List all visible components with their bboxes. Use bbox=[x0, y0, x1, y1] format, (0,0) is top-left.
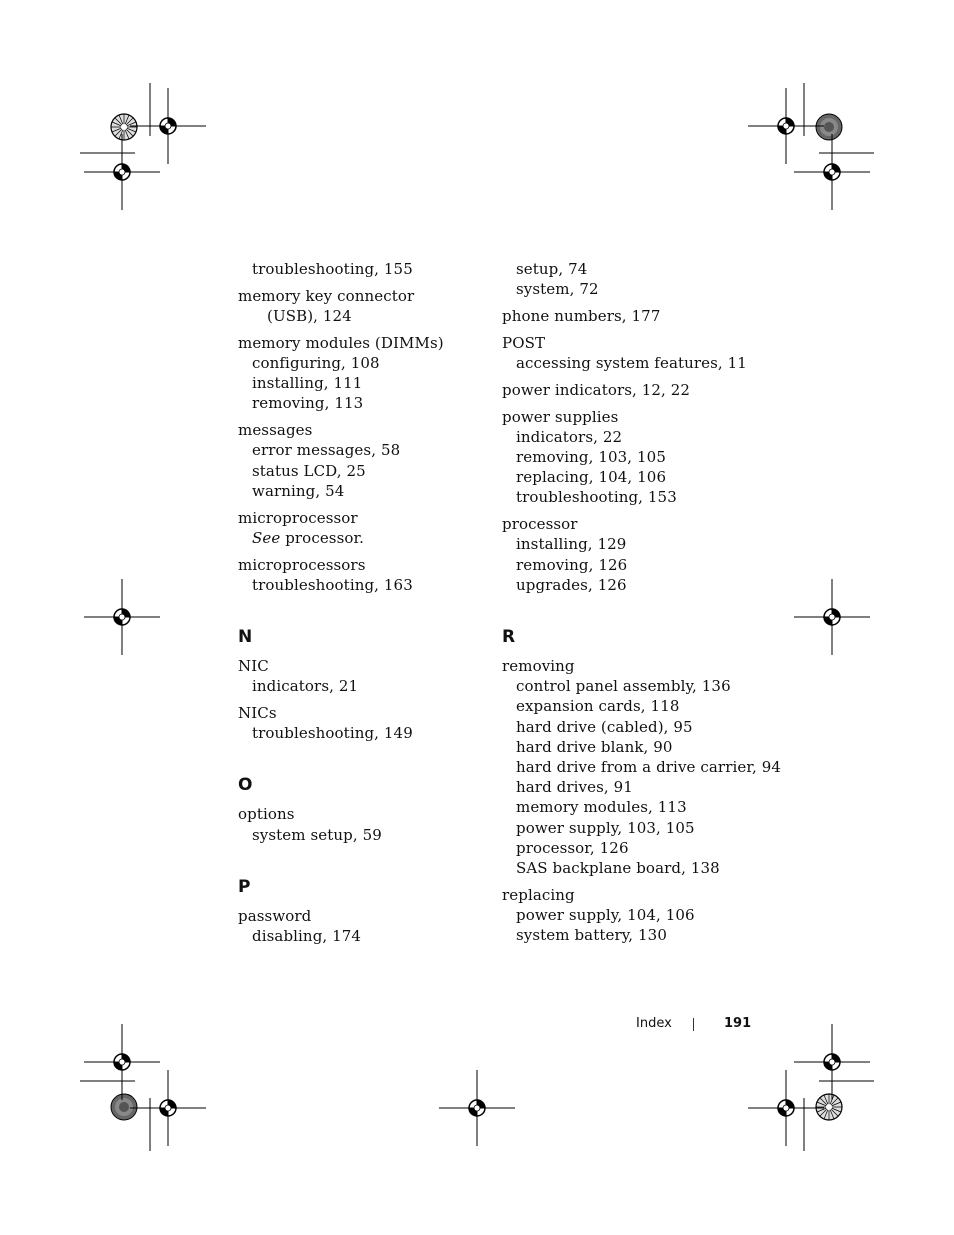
index-subentry: system setup, 59 bbox=[252, 825, 382, 844]
index-subentry: accessing system features, 11 bbox=[516, 354, 747, 372]
see-reference-label: See bbox=[252, 528, 281, 547]
index-subentry bbox=[238, 528, 488, 548]
index-column-left bbox=[238, 259, 488, 946]
footer-section-label: Index bbox=[636, 1016, 672, 1031]
index-subentry: upgrades, 126 bbox=[516, 575, 627, 594]
index-subentry: power supply, 103, 105 bbox=[516, 818, 695, 837]
index-term-continuation: (USB), 124 bbox=[267, 307, 352, 325]
index-term: NIC bbox=[238, 657, 269, 676]
index-subentry: hard drive from a drive carrier, 94 bbox=[516, 758, 781, 777]
index-subentry: system battery, 130 bbox=[516, 926, 667, 945]
index-term: POST bbox=[502, 333, 546, 352]
index-letter-heading: O bbox=[238, 775, 253, 796]
index-subentry: installing, 111 bbox=[252, 374, 363, 393]
index-subentry: indicators, 21 bbox=[252, 677, 359, 696]
index-subentry: hard drive blank, 90 bbox=[516, 737, 673, 756]
index-subentry: processor, 126 bbox=[516, 838, 629, 857]
index-subentry: removing, 103, 105 bbox=[516, 448, 666, 466]
index-subentry: troubleshooting, 153 bbox=[516, 488, 677, 507]
index-term: memory modules (DIMMs) bbox=[238, 333, 444, 352]
index-subentry: memory modules, 113 bbox=[516, 798, 687, 817]
index-term: power supplies bbox=[502, 407, 619, 426]
index-subentry: installing, 129 bbox=[516, 535, 627, 554]
index-term: microprocessors bbox=[238, 555, 366, 574]
index-subentry: replacing, 104, 106 bbox=[516, 468, 667, 487]
index-subentry: troubleshooting, 149 bbox=[252, 724, 413, 743]
index-term: memory key connector bbox=[238, 286, 415, 305]
index-term: NICs bbox=[238, 704, 277, 723]
index-subentry: control panel assembly, 136 bbox=[516, 677, 731, 696]
index-term: phone numbers, 177 bbox=[502, 307, 661, 325]
index-subentry: setup, 74 bbox=[516, 260, 588, 278]
index-term: replacing bbox=[502, 885, 575, 904]
index-letter-heading: R bbox=[502, 627, 516, 648]
page-number: 191 bbox=[724, 1016, 752, 1031]
index-subentry: warning, 54 bbox=[252, 481, 345, 500]
index-term: removing bbox=[502, 657, 575, 676]
index-subentry: system, 72 bbox=[516, 280, 599, 299]
index-subentry: status LCD, 25 bbox=[252, 461, 366, 480]
index-subentry: SAS backplane board, 138 bbox=[516, 859, 720, 878]
index-subentry: removing, 126 bbox=[516, 555, 628, 574]
index-subentry: troubleshooting, 163 bbox=[252, 575, 413, 594]
index-term: processor bbox=[502, 515, 578, 534]
index-subentry: configuring, 108 bbox=[252, 354, 380, 372]
index-subentry: power supply, 104, 106 bbox=[516, 906, 695, 925]
index-subentry: expansion cards, 118 bbox=[516, 697, 680, 716]
index-subentry: disabling, 174 bbox=[252, 927, 362, 946]
index-letter-heading: P bbox=[238, 876, 251, 897]
index-subentry: removing, 113 bbox=[252, 394, 364, 413]
index-letter-heading: N bbox=[238, 627, 253, 648]
index-term: power indicators, 12, 22 bbox=[502, 380, 691, 399]
index-term: microprocessor bbox=[238, 508, 358, 527]
index-subentry: error messages, 58 bbox=[252, 441, 401, 460]
index-term: messages bbox=[238, 421, 313, 440]
index-subentry: hard drives, 91 bbox=[516, 778, 633, 797]
index-term: options bbox=[238, 805, 295, 824]
see-reference-target: processor. bbox=[280, 528, 365, 547]
index-term: password bbox=[238, 906, 312, 925]
index-subentry: indicators, 22 bbox=[516, 427, 623, 446]
index-column-right bbox=[502, 259, 781, 945]
index-subentry: troubleshooting, 155 bbox=[252, 260, 413, 278]
index-subentry: hard drive (cabled), 95 bbox=[516, 717, 693, 736]
footer-divider bbox=[693, 1018, 694, 1031]
